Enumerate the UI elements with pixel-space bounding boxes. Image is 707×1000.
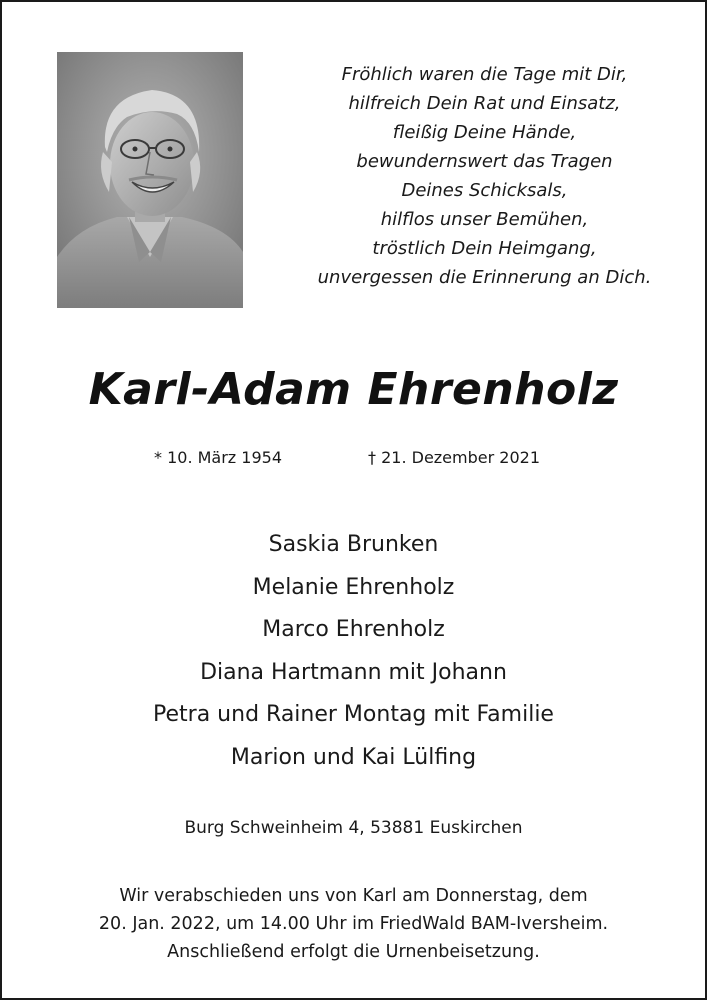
funeral-notice: [2, 882, 705, 966]
poem-line: tröstlich Dein Heimgang,: [372, 238, 597, 259]
poem-line: Deines Schicksals,: [401, 180, 568, 201]
poem-line: bewundernswert das Tragen: [356, 151, 613, 172]
mourner-name: Melanie Ehrenholz: [252, 574, 455, 600]
poem-line: hilflos unser Bemühen,: [380, 209, 589, 230]
poem-line: Fröhlich waren die Tage mit Dir,: [341, 64, 628, 85]
mourner-name: Saskia Brunken: [268, 532, 439, 557]
notice-line: 20. Jan. 2022, um 14.00 Uhr im FriedWald BAM-Iversheim.: [98, 914, 609, 934]
mourners-list: [2, 524, 705, 779]
mourner-name: Diana Hartmann mit Johann: [200, 659, 507, 685]
portrait-photo: [57, 52, 243, 308]
poem-line: hilfreich Dein Rat und Einsatz,: [348, 93, 621, 114]
mourner-name: Marco Ehrenholz: [262, 617, 445, 642]
notice-line: Wir verabschieden uns von Karl am Donnerstag, dem: [119, 886, 588, 906]
deceased-name: Karl-Adam Ehrenholz: [88, 364, 619, 415]
poem-line: fleißig Deine Hände,: [392, 122, 577, 143]
notice-line: Anschließend erfolgt die Urnenbeisetzung.: [167, 942, 540, 962]
poem: [302, 60, 667, 292]
mourner-name: Petra und Rainer Montag mit Familie: [153, 702, 554, 727]
family-address: Burg Schweinheim 4, 53881 Euskirchen: [184, 818, 523, 838]
death-date: † 21. Dezember 2021: [368, 448, 540, 467]
mourner-name: Marion und Kai Lülfing: [230, 744, 477, 770]
birth-date: * 10. März 1954: [154, 448, 283, 467]
poem-line: unvergessen die Erinnerung an Dich.: [317, 267, 652, 288]
